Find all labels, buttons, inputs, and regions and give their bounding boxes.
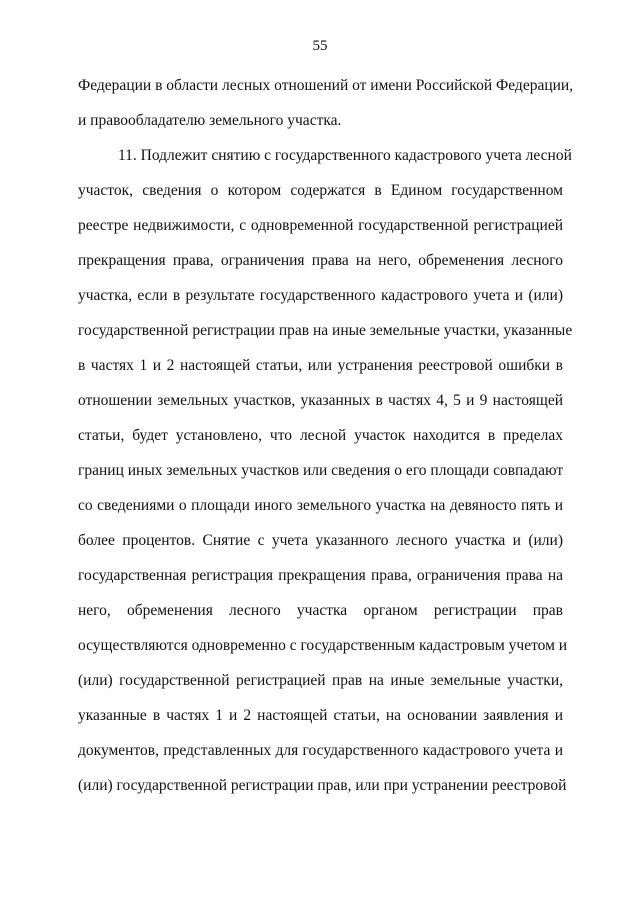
text-line-18: (или) государственной регистрацией прав на иные земельные участки, xyxy=(78,672,563,689)
text-line-13: со сведениями о площади иного земельного участка на девяносто пять и xyxy=(78,497,563,514)
page-number: 55 xyxy=(312,38,328,54)
text-line-20: документов, представленных для государственного кадастрового учета и xyxy=(78,742,563,759)
text-line-21: (или) государственной регистрации прав, или при устранении реестровой xyxy=(78,777,567,794)
paragraph-11-first-line: 11. Подлежит снятию с государственного кадастрового учета лесной xyxy=(118,147,572,164)
text-line-10: отношении земельных участков, указанных в частях 4, 5 и 9 настоящей xyxy=(78,392,563,409)
text-line-4: участок, сведения о котором содержатся в Едином государственном xyxy=(78,182,563,199)
text-line-19: указанные в частях 1 и 2 настоящей статьи, на основании заявления и xyxy=(78,707,563,724)
text-line-14: более процентов. Снятие с учета указанного лесного участка и (или) xyxy=(78,532,563,549)
text-line-8: государственной регистрации прав на иные земельные участки, указанные xyxy=(78,322,573,339)
text-line-5: реестре недвижимости, с одновременной государственной регистрацией xyxy=(78,217,563,234)
text-line-2: и правообладателю земельного участка. xyxy=(78,112,342,129)
text-line-17: осуществляются одновременно с государственным кадастровым учетом и xyxy=(78,637,568,654)
text-line-9: в частях 1 и 2 настоящей статьи, или устранения реестровой ошибки в xyxy=(78,357,563,374)
text-line-1: Федерации в области лесных отношений от имени Российской Федерации, xyxy=(78,77,574,94)
text-line-6: прекращения права, ограничения права на него, обременения лесного xyxy=(78,252,563,269)
text-line-12: границ иных земельных участков или сведения о его площади совпадают xyxy=(78,462,564,479)
text-line-15: государственная регистрация прекращения права, ограничения права на xyxy=(78,567,563,584)
text-line-7: участка, если в результате государственного кадастрового учета и (или) xyxy=(78,287,563,304)
text-line-11: статьи, будет установлено, что лесной участок находится в пределах xyxy=(78,427,563,444)
text-line-16: него, обременения лесного участка органом регистрации прав xyxy=(78,602,563,619)
